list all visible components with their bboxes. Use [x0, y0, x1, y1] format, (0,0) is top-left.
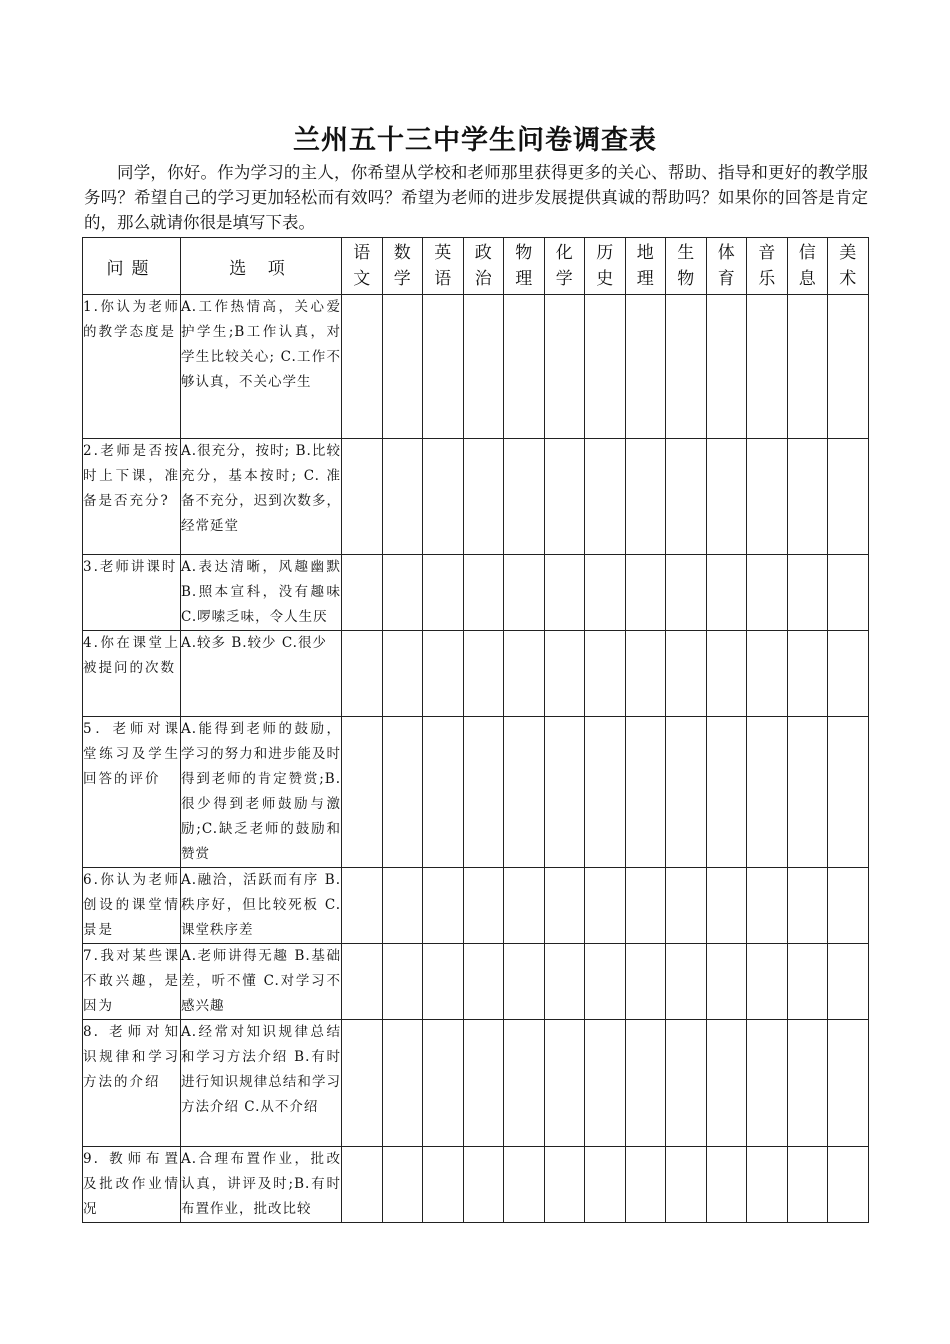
header-subject [504, 238, 545, 295]
answer-cell[interactable] [828, 555, 869, 631]
question-cell: 5．老师对课堂练习及学生回答的评价 [83, 717, 181, 868]
answer-cell[interactable] [706, 717, 747, 868]
answer-cell[interactable] [463, 631, 504, 717]
header-subject [828, 238, 869, 295]
answer-cell[interactable] [706, 944, 747, 1020]
options-cell: A.表达清晰，风趣幽默 B.照本宣科，没有趣味 C.啰嗦乏味，令人生厌 [181, 555, 342, 631]
answer-cell[interactable] [828, 717, 869, 868]
answer-cell[interactable] [342, 295, 383, 439]
answer-cell[interactable] [544, 1147, 585, 1223]
answer-cell[interactable] [463, 1020, 504, 1147]
answer-cell[interactable] [585, 944, 626, 1020]
answer-cell[interactable] [504, 631, 545, 717]
question-cell: 4.你在课堂上被提问的次数 [83, 631, 181, 717]
answer-cell[interactable] [787, 295, 828, 439]
answer-cell[interactable] [382, 944, 423, 1020]
answer-cell[interactable] [747, 944, 788, 1020]
answer-cell[interactable] [504, 1147, 545, 1223]
answer-cell[interactable] [828, 1020, 869, 1147]
answer-cell[interactable] [382, 439, 423, 555]
subject-label: 数学 [393, 243, 411, 289]
header-question: 问题 [83, 238, 181, 295]
answer-cell[interactable] [747, 717, 788, 868]
answer-cell[interactable] [544, 439, 585, 555]
answer-cell[interactable] [787, 944, 828, 1020]
answer-cell[interactable] [585, 1020, 626, 1147]
subject-label: 英语 [434, 243, 452, 289]
subject-label: 物理 [515, 243, 533, 289]
options-cell: A.老师讲得无趣 B.基础差，听不懂 C.对学习不感兴趣 [181, 944, 342, 1020]
answer-cell[interactable] [787, 555, 828, 631]
answer-cell[interactable] [544, 631, 585, 717]
answer-cell[interactable] [787, 717, 828, 868]
header-subject [625, 238, 666, 295]
answer-cell[interactable] [342, 1020, 383, 1147]
answer-cell[interactable] [585, 631, 626, 717]
answer-cell[interactable] [544, 944, 585, 1020]
subject-label: 地理 [636, 243, 654, 289]
answer-cell[interactable] [585, 555, 626, 631]
answer-cell[interactable] [706, 631, 747, 717]
table-row [83, 1147, 869, 1223]
table-row [83, 631, 869, 717]
header-subject [463, 238, 504, 295]
answer-cell[interactable] [828, 868, 869, 944]
options-cell: A.合理布置作业，批改认真，讲评及时;B.有时布置作业，批改比较 [181, 1147, 342, 1223]
answer-cell[interactable] [625, 1020, 666, 1147]
header-subject [706, 238, 747, 295]
answer-cell[interactable] [504, 717, 545, 868]
answer-cell[interactable] [625, 868, 666, 944]
answer-cell[interactable] [585, 868, 626, 944]
table-row [83, 555, 869, 631]
answer-cell[interactable] [625, 631, 666, 717]
question-cell: 9. 教师布置及批改作业情况 [83, 1147, 181, 1223]
survey-table [82, 237, 869, 1223]
answer-cell[interactable] [342, 1147, 383, 1223]
answer-cell[interactable] [787, 1147, 828, 1223]
answer-cell[interactable] [423, 944, 464, 1020]
answer-cell[interactable] [666, 1147, 707, 1223]
answer-cell[interactable] [828, 631, 869, 717]
header-subject [423, 238, 464, 295]
answer-cell[interactable] [423, 295, 464, 439]
answer-cell[interactable] [342, 944, 383, 1020]
answer-cell[interactable] [625, 555, 666, 631]
answer-cell[interactable] [787, 439, 828, 555]
answer-cell[interactable] [463, 868, 504, 944]
answer-cell[interactable] [625, 944, 666, 1020]
options-cell: A.融洽，活跃而有序 B.秩序好，但比较死板 C.课堂秩序差 [181, 868, 342, 944]
question-cell: 1.你认为老师的教学态度是 [83, 295, 181, 439]
options-cell: A.工作热情高，关心爱护学生;B工作认真，对学生比较关心; C.工作不够认真，不关心学生 [181, 295, 342, 439]
answer-cell[interactable] [342, 555, 383, 631]
options-cell: A.能得到老师的鼓励，学习的努力和进步能及时得到老师的肯定赞赏;B.很少得到老师鼓励与激励;C.缺乏老师的鼓励和赞赏 [181, 717, 342, 868]
subject-label: 美术 [839, 243, 857, 289]
answer-cell[interactable] [625, 1147, 666, 1223]
answer-cell[interactable] [382, 717, 423, 868]
answer-cell[interactable] [382, 1147, 423, 1223]
header-subject [787, 238, 828, 295]
answer-cell[interactable] [625, 439, 666, 555]
header-subject [342, 238, 383, 295]
answer-cell[interactable] [585, 439, 626, 555]
answer-cell[interactable] [666, 1020, 707, 1147]
table-row [83, 868, 869, 944]
answer-cell[interactable] [423, 1147, 464, 1223]
answer-cell[interactable] [382, 555, 423, 631]
answer-cell[interactable] [828, 944, 869, 1020]
answer-cell[interactable] [625, 295, 666, 439]
answer-cell[interactable] [747, 868, 788, 944]
answer-cell[interactable] [382, 295, 423, 439]
answer-cell[interactable] [463, 295, 504, 439]
answer-cell[interactable] [585, 295, 626, 439]
answer-cell[interactable] [342, 631, 383, 717]
answer-cell[interactable] [544, 295, 585, 439]
answer-cell[interactable] [666, 717, 707, 868]
subject-label: 化学 [555, 243, 573, 289]
answer-cell[interactable] [342, 868, 383, 944]
header-options: 选 项 [181, 238, 342, 295]
subject-label: 生物 [677, 243, 695, 289]
header-subject [747, 238, 788, 295]
answer-cell[interactable] [504, 868, 545, 944]
answer-cell[interactable] [423, 1020, 464, 1147]
header-row [83, 238, 869, 295]
answer-cell[interactable] [504, 555, 545, 631]
answer-cell[interactable] [666, 439, 707, 555]
answer-cell[interactable] [463, 439, 504, 555]
table-row [83, 1020, 869, 1147]
subject-label: 语文 [353, 243, 371, 289]
question-cell: 3.老师讲课时 [83, 555, 181, 631]
answer-cell[interactable] [706, 295, 747, 439]
answer-cell[interactable] [382, 631, 423, 717]
answer-cell[interactable] [544, 555, 585, 631]
answer-cell[interactable] [747, 439, 788, 555]
table-row [83, 717, 869, 868]
answer-cell[interactable] [828, 439, 869, 555]
question-cell: 7.我对某些课不敢兴趣，是因为 [83, 944, 181, 1020]
table-row [83, 295, 869, 439]
answer-cell[interactable] [423, 555, 464, 631]
subject-label: 信息 [798, 243, 816, 289]
answer-cell[interactable] [828, 295, 869, 439]
options-cell: A.很充分，按时; B.比较充分，基本按时; C. 准备不充分，迟到次数多，经常延堂 [181, 439, 342, 555]
answer-cell[interactable] [585, 717, 626, 868]
answer-cell[interactable] [504, 439, 545, 555]
answer-cell[interactable] [747, 1020, 788, 1147]
answer-cell[interactable] [504, 1020, 545, 1147]
answer-cell[interactable] [423, 439, 464, 555]
subject-label: 政治 [474, 243, 492, 289]
answer-cell[interactable] [706, 1020, 747, 1147]
intro-paragraph: 同学，你好。作为学习的主人，你希望从学校和老师那里获得更多的关心、帮助、指导和更好的教学服务吗？希望自己的学习更加轻松而有效吗？希望为老师的进步发展提供真诚的帮助吗？如果你的回答是肯定的，那么就请你很是填写下表。 [84, 163, 868, 232]
header-subject [382, 238, 423, 295]
answer-cell[interactable] [625, 717, 666, 868]
page-title: 兰州五十三中学生问卷调查表 [293, 125, 657, 156]
subject-label: 体育 [717, 243, 735, 289]
question-cell: 8. 老师对知识规律和学习方法的介绍 [83, 1020, 181, 1147]
answer-cell[interactable] [706, 1147, 747, 1223]
answer-cell[interactable] [463, 944, 504, 1020]
answer-cell[interactable] [463, 717, 504, 868]
answer-cell[interactable] [666, 295, 707, 439]
table-row [83, 944, 869, 1020]
answer-cell[interactable] [747, 295, 788, 439]
answer-cell[interactable] [544, 1020, 585, 1147]
answer-cell[interactable] [544, 868, 585, 944]
options-cell: A.较多 B.较少 C.很少 [181, 631, 342, 717]
answer-cell[interactable] [423, 868, 464, 944]
subject-label: 历史 [596, 243, 614, 289]
header-subject [544, 238, 585, 295]
answer-cell[interactable] [666, 868, 707, 944]
question-cell: 2.老师是否按时上下课，准备是否充分? [83, 439, 181, 555]
answer-cell[interactable] [747, 631, 788, 717]
answer-cell[interactable] [666, 555, 707, 631]
answer-cell[interactable] [666, 944, 707, 1020]
answer-cell[interactable] [463, 1147, 504, 1223]
answer-cell[interactable] [828, 1147, 869, 1223]
answer-cell[interactable] [787, 631, 828, 717]
answer-cell[interactable] [787, 1020, 828, 1147]
answer-cell[interactable] [706, 555, 747, 631]
answer-cell[interactable] [585, 1147, 626, 1223]
answer-cell[interactable] [342, 439, 383, 555]
header-subject [585, 238, 626, 295]
answer-cell[interactable] [382, 1020, 423, 1147]
answer-cell[interactable] [423, 717, 464, 868]
answer-cell[interactable] [504, 295, 545, 439]
table-row [83, 439, 869, 555]
answer-cell[interactable] [463, 555, 504, 631]
question-cell: 6.你认为老师创设的课堂情景是 [83, 868, 181, 944]
answer-cell[interactable] [666, 631, 707, 717]
answer-cell[interactable] [382, 868, 423, 944]
options-cell: A.经常对知识规律总结和学习方法介绍 B.有时进行知识规律总结和学习方法介绍 C.从不介绍 [181, 1020, 342, 1147]
answer-cell[interactable] [504, 944, 545, 1020]
answer-cell[interactable] [423, 631, 464, 717]
answer-cell[interactable] [706, 439, 747, 555]
answer-cell[interactable] [747, 1147, 788, 1223]
answer-cell[interactable] [342, 717, 383, 868]
subject-label: 音乐 [758, 243, 776, 289]
survey-body [83, 295, 869, 1223]
answer-cell[interactable] [747, 555, 788, 631]
answer-cell[interactable] [544, 717, 585, 868]
answer-cell[interactable] [787, 868, 828, 944]
header-subject [666, 238, 707, 295]
answer-cell[interactable] [706, 868, 747, 944]
